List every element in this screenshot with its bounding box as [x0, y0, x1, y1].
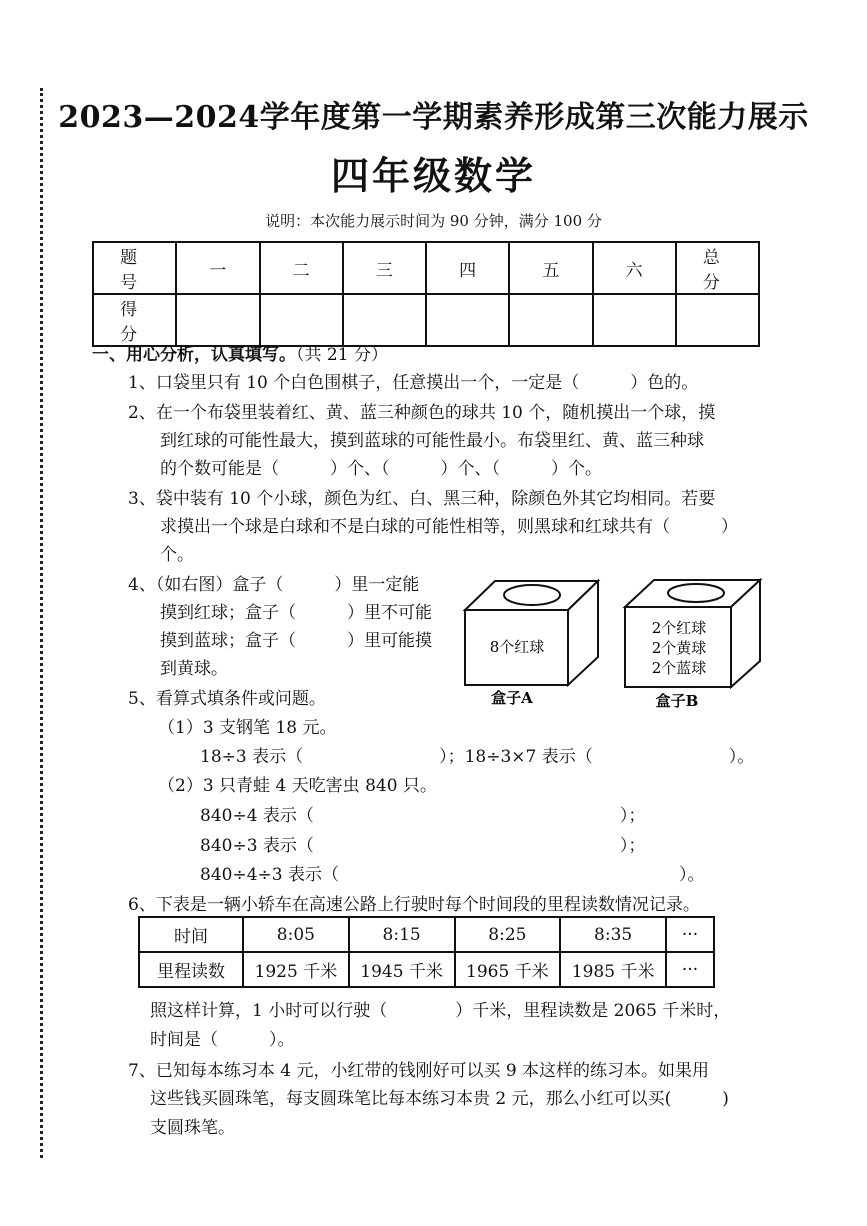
score-cell: [509, 294, 592, 346]
question-5-part-1-answers: 18÷3 表示（ ）；18÷3×7 表示（ ）。: [200, 747, 755, 767]
question-6-answer-line-2: 时间是（ ）。: [150, 1030, 295, 1050]
score-table: [92, 241, 760, 347]
score-header-cell: 题 号: [93, 242, 176, 294]
score-header-cell: 五: [509, 242, 592, 294]
question-7-line-3: 支圆珠笔。: [150, 1118, 235, 1138]
score-cell: [426, 294, 509, 346]
question-2-line-3: 的个数可能是（ ）个、（ ）个、（ ）个。: [160, 459, 602, 479]
question-3-line-2: 求摸出一个球是白球和不是白球的可能性相等，则黑球和红球共有（ ）: [160, 517, 738, 537]
box-a-opening: [504, 585, 560, 605]
score-cell: [676, 294, 759, 346]
score-cell: [343, 294, 426, 346]
question-4-line-1: 4、（如右图）盒子（ ）里一定能: [128, 575, 420, 595]
question-5-part-2-answer-a: 840÷4 表示（ ）；: [200, 806, 646, 826]
box-b-opening: [668, 584, 724, 602]
score-header-cell: 二: [260, 242, 343, 294]
box-b-line-2: 2个黄球: [651, 639, 707, 657]
box-a-content: 8个红球: [489, 638, 545, 656]
mileage-cell: 1965 千米: [455, 952, 561, 987]
question-5: 5、看算式填条件或问题。: [128, 689, 326, 709]
score-label-cell: 得 分: [93, 294, 176, 346]
question-3-line-1: 3、袋中装有 10 个小球，颜色为红、白、黑三种，除颜色外其它均相同。若要: [128, 489, 716, 509]
score-cell: [593, 294, 676, 346]
score-header-cell: 三: [343, 242, 426, 294]
box-b-label: 盒子B: [655, 692, 699, 710]
exam-title: 2023—2024学年度第一学期素养形成第三次能力展示: [58, 100, 809, 135]
mileage-reading-row: [139, 952, 714, 987]
mileage-cell: 1945 千米: [349, 952, 455, 987]
mileage-time-row: [139, 917, 714, 952]
mileage-cell: ···: [666, 917, 714, 952]
question-2-line-2: 到红球的可能性最大，摸到蓝球的可能性最小。布袋里红、黄、蓝三种球: [160, 431, 704, 451]
score-header-cell: 六: [593, 242, 676, 294]
mileage-cell: 8:35: [560, 917, 666, 952]
question-2-line-1: 2、在一个布袋里装着红、黄、蓝三种颜色的球共 10 个，随机摸出一个球，摸: [128, 403, 716, 423]
score-header-cell: 四: [426, 242, 509, 294]
question-5-part-2: （2）3 只青蛙 4 天吃害虫 840 只。: [158, 776, 437, 796]
box-a-label: 盒子A: [491, 689, 533, 705]
mileage-cell: 8:25: [455, 917, 561, 952]
score-header-cell: 一: [176, 242, 259, 294]
question-5-part-2-answer-b: 840÷3 表示（ ）；: [200, 836, 646, 856]
box-b-line-3: 2个蓝球: [651, 659, 707, 677]
section-heading: [92, 340, 388, 365]
question-5-part-2-answer-c: 840÷4÷3 表示（ ）。: [200, 865, 705, 885]
question-1: 1、口袋里只有 10 个白色围棋子，任意摸出一个，一定是（ ）色的。: [128, 373, 699, 393]
mileage-cell: ···: [666, 952, 714, 987]
mileage-cell: 1925 千米: [243, 952, 349, 987]
question-5-part-1: （1）3 支钢笔 18 元。: [158, 718, 337, 738]
score-cell: [176, 294, 259, 346]
box-a-figure: [460, 575, 610, 705]
mileage-cell: 1985 千米: [560, 952, 666, 987]
section-title: 一、用心分析，认真填写。: [92, 345, 296, 365]
score-table-header-row: [93, 242, 759, 294]
section-points: （共 21 分）: [296, 345, 388, 365]
score-table-score-row: [93, 294, 759, 346]
question-4-line-4: 到黄球。: [160, 659, 228, 679]
question-6: 6、下表是一辆小轿车在高速公路上行驶时每个时间段的里程读数情况记录。: [128, 895, 700, 915]
box-b-figure: [622, 575, 772, 710]
question-3-line-3: 个。: [160, 545, 194, 565]
mileage-cell: 里程读数: [139, 952, 243, 987]
exam-note: 说明：本次能力展示时间为 90 分钟，满分 100 分: [265, 212, 602, 230]
exam-subject: 四年级数学: [330, 154, 536, 198]
score-cell: [260, 294, 343, 346]
question-4-line-3: 摸到蓝球；盒子（ ）里可能摸: [160, 631, 432, 651]
question-6-answer-line-1: 照这样计算，1 小时可以行驶（ ）千米，里程读数是 2065 千米时，: [150, 1001, 731, 1021]
question-7-line-2: 这些钱买圆珠笔，每支圆珠笔比每本练习本贵 2 元，那么小红可以买( ): [150, 1089, 729, 1109]
question-4-line-2: 摸到红球；盒子（ ）里不可能: [160, 603, 432, 623]
mileage-table: [138, 916, 715, 988]
mileage-cell: 时间: [139, 917, 243, 952]
box-b-line-1: 2个红球: [651, 619, 707, 637]
mileage-cell: 8:15: [349, 917, 455, 952]
binding-dotted-line: [40, 88, 43, 1158]
score-header-cell: 总 分: [676, 242, 759, 294]
question-7-line-1: 7、已知每本练习本 4 元，小红带的钱刚好可以买 9 本这样的练习本。如果用: [128, 1061, 710, 1081]
mileage-cell: 8:05: [243, 917, 349, 952]
